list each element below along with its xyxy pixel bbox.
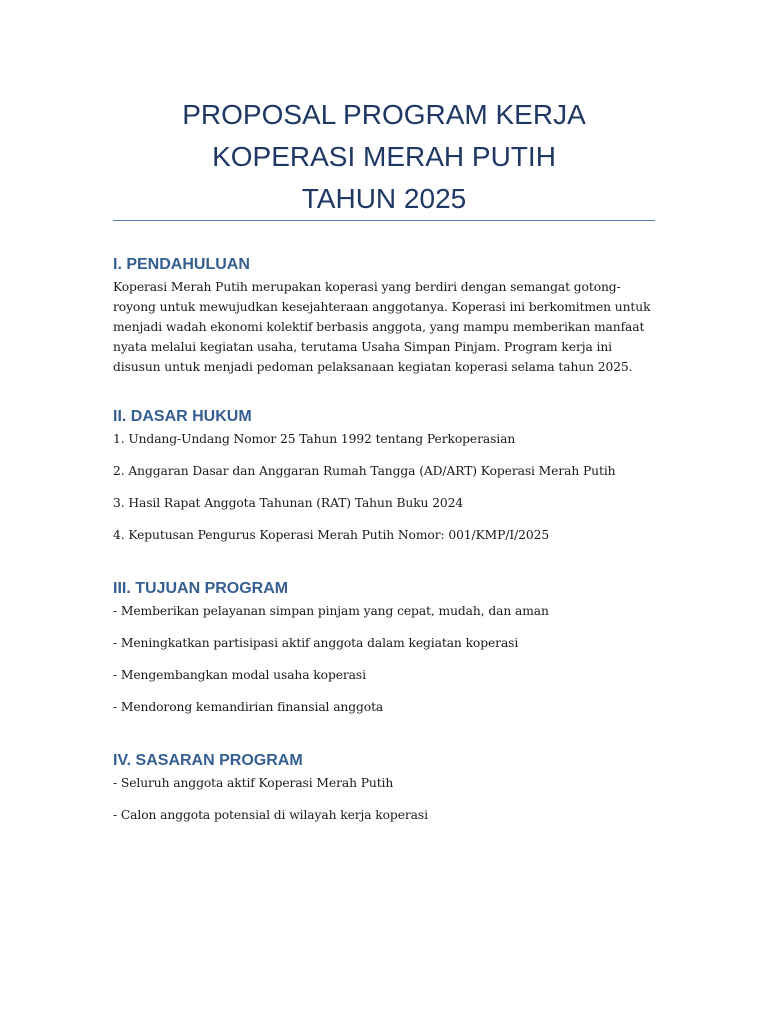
section-tujuan-program <box>113 579 655 729</box>
title-line-2: KOPERASI MERAH PUTIH <box>212 141 556 172</box>
title-divider <box>113 220 655 221</box>
list-item: 2. Anggaran Dasar dan Anggaran Rumah Tangga (AD/ART) Koperasi Merah Putih <box>113 464 616 478</box>
list-item: 1. Undang-Undang Nomor 25 Tahun 1992 tentang Perkoperasian <box>113 432 516 446</box>
section-sasaran-program <box>113 751 655 837</box>
section-heading: III. TUJUAN PROGRAM <box>113 580 289 597</box>
list-item: 3. Hasil Rapat Anggota Tahunan (RAT) Tahun Buku 2024 <box>113 496 464 510</box>
list-item: 4. Keputusan Pengurus Koperasi Merah Putih Nomor: 001/KMP/I/2025 <box>113 528 550 542</box>
section-heading: II. DASAR HUKUM <box>113 408 252 425</box>
section-heading: I. PENDAHULUAN <box>113 256 250 273</box>
list-item: - Seluruh anggota aktif Koperasi Merah Putih <box>113 776 394 790</box>
list-item: - Calon anggota potensial di wilayah kerja koperasi <box>113 808 428 822</box>
section-paragraph: Koperasi Merah Putih merupakan koperasi yang berdiri dengan semangat gotong-royong untuk mewujudkan kesejahteraan anggotanya. Koperasi ini berkomitmen untuk menjadi wadah ekonomi kolektif berbasis anggota, yang mampu memberikan manfaat nyata melalui kegiatan usaha, terutama Usaha Simpan Pinjam. Program kerja ini disusun untuk menjadi pedoman pelaksanaan kegiatan koperasi selama tahun 2025. <box>113 280 651 374</box>
title-line-3: TAHUN 2025 <box>301 183 467 214</box>
section-dasar-hukum <box>113 407 655 557</box>
document-title <box>113 94 655 220</box>
section-heading: IV. SASARAN PROGRAM <box>113 752 303 769</box>
list-item: - Mendorong kemandirian finansial anggota <box>113 700 384 714</box>
title-line-1: PROPOSAL PROGRAM KERJA <box>182 99 586 130</box>
list-item: - Meningkatkan partisipasi aktif anggota dalam kegiatan koperasi <box>113 636 519 650</box>
list-item: - Mengembangkan modal usaha koperasi <box>113 668 366 682</box>
section-pendahuluan <box>113 255 655 377</box>
list-item: - Memberikan pelayanan simpan pinjam yang cepat, mudah, dan aman <box>113 604 549 618</box>
